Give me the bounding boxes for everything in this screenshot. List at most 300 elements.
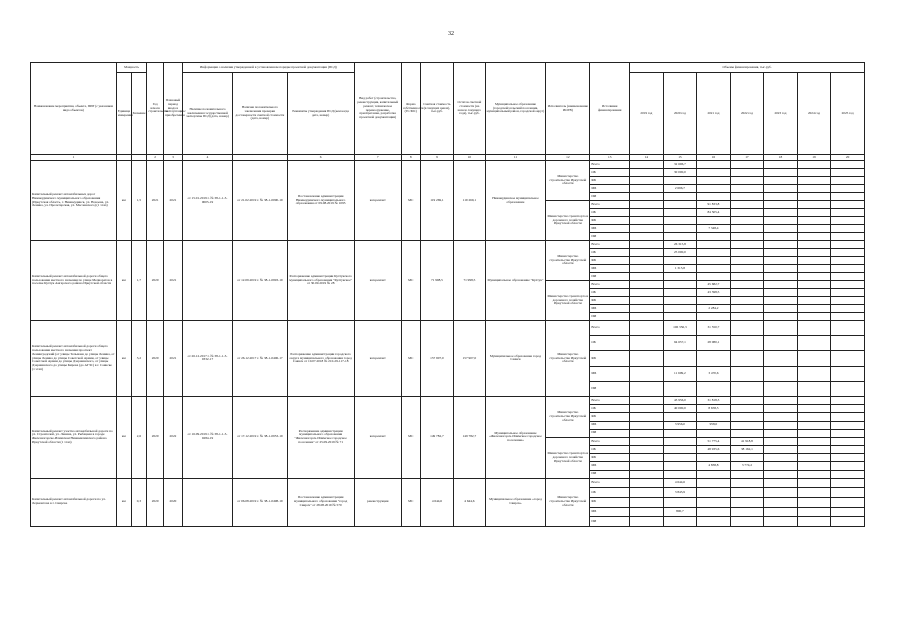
end-year: 2020 <box>164 478 183 526</box>
funding-value <box>630 351 664 366</box>
funding-value <box>730 421 764 429</box>
funding-value <box>797 313 831 321</box>
capacity-unit: км <box>116 478 131 526</box>
funding-value <box>797 209 831 217</box>
funding-value <box>764 305 798 313</box>
funding-value <box>697 161 731 169</box>
funding-value <box>831 185 865 193</box>
capacity-unit: км <box>116 161 131 241</box>
funding-value <box>831 161 865 169</box>
capacity-unit: км <box>116 396 131 478</box>
funding-source: ОБ <box>590 249 630 257</box>
funding-value <box>797 297 831 305</box>
funding-value <box>663 313 697 321</box>
funding-value <box>663 201 697 209</box>
funding-source: МБ <box>590 225 630 233</box>
funding-value <box>797 321 831 336</box>
funding-value <box>831 241 865 249</box>
funding-value: 2 284,2 <box>697 305 731 313</box>
column-number: 7 <box>354 155 401 161</box>
funding-value <box>831 429 865 437</box>
start-year: 2021 <box>147 161 164 241</box>
funding-value <box>831 351 865 366</box>
funding-source: Всего <box>590 321 630 336</box>
funding-value <box>831 437 865 445</box>
funding-value: 800,7 <box>663 507 697 517</box>
funding-value <box>831 265 865 273</box>
funding-value: 1 315,8 <box>663 265 697 273</box>
funding-value <box>697 297 731 305</box>
funding-value <box>764 241 798 249</box>
column-number: 16 <box>697 155 731 161</box>
funding-value: 43 956,0 <box>663 396 697 404</box>
hdr-price-expertise: Наличие положительного заключения проверки достоверности сметной стоимости (дата, номер) <box>233 73 287 155</box>
table-row <box>31 161 865 169</box>
capacity-value: 1,7 <box>131 241 147 321</box>
funding-value: 8 658,3 <box>697 405 731 413</box>
funding-value: 106 356,3 <box>663 321 697 336</box>
funding-value: 2 696,7 <box>663 185 697 193</box>
funding-source: Всего <box>590 281 630 289</box>
funding-value <box>764 265 798 273</box>
end-year: 2022 <box>164 396 183 478</box>
funding-value <box>697 233 731 241</box>
funding-value <box>831 381 865 396</box>
funding-value <box>797 249 831 257</box>
hdr-year-2019: 2019 год <box>630 73 664 155</box>
funding-value <box>764 225 798 233</box>
funding-value <box>831 225 865 233</box>
funding-value <box>630 336 664 351</box>
funding-value: 3 774,2 <box>730 462 764 470</box>
funding-value <box>831 446 865 454</box>
funding-value <box>663 517 697 527</box>
funding-value <box>730 161 764 169</box>
funding-source: Всего <box>590 161 630 169</box>
funding-value <box>764 201 798 209</box>
funding-value <box>797 517 831 527</box>
ownership: МС <box>401 161 420 241</box>
ownership: МС <box>401 396 420 478</box>
hdr-end: Плановый период ввода в эксплуатацию/ приобретения <box>164 63 183 155</box>
funding-value <box>730 305 764 313</box>
funding-value <box>831 297 865 305</box>
hdr-year-2020: 2020 год <box>663 73 697 155</box>
object-name: Капитальный ремонт автомобильной дороги общего пользования местного значения по улице Мелиоратов в поселке Култук Ангарского района Иркутской области <box>31 241 117 321</box>
funding-value <box>630 177 664 185</box>
funding-value <box>730 517 764 527</box>
funding-value <box>764 429 798 437</box>
funding-value <box>730 470 764 478</box>
funding-value <box>797 217 831 225</box>
funding-value <box>764 396 798 404</box>
funding-value <box>831 289 865 297</box>
municipality: Муниципальное образование «Железногорск-Илимское городское поселение» <box>485 396 546 478</box>
funding-value <box>630 257 664 265</box>
funding-value <box>630 289 664 297</box>
funding-value <box>697 185 731 193</box>
funding-value <box>630 498 664 508</box>
psd-approval: Распоряжение администрации муниципального образования "Железногорск-Илимское городское поселение" от 25.09.2019 № 71 <box>287 396 354 478</box>
funding-value <box>797 201 831 209</box>
hdr-psd-expertise: Наличие положительного заключения государственной экспертизы ПСД (дата, номер) <box>182 73 232 155</box>
funding-value <box>831 305 865 313</box>
funding-value <box>730 169 764 177</box>
price-expertise: от 21.02.2019 г. № 38-1-0090-19 <box>233 161 287 241</box>
funding-value: 4 838,8 <box>697 462 731 470</box>
funding-value <box>764 185 798 193</box>
funding-table <box>30 62 865 527</box>
funding-value <box>730 217 764 225</box>
funding-value <box>831 273 865 281</box>
funding-value <box>630 366 664 381</box>
funding-value <box>630 396 664 404</box>
funding-source: Всего <box>590 396 630 404</box>
column-number: 9 <box>420 155 454 161</box>
funding-value <box>764 507 798 517</box>
column-number: 14 <box>630 155 664 161</box>
hdr-sources: Источники финансирования <box>590 63 630 155</box>
funding-value: 958,0 <box>697 421 731 429</box>
funding-value <box>797 257 831 265</box>
funding-value: 3 843,9 <box>663 488 697 498</box>
funding-value <box>630 305 664 313</box>
funding-value: 84 505,4 <box>697 209 731 217</box>
hdr-remainder: Остаток сметной стоимости (на начало текущего года), тыс.руб. <box>454 63 485 155</box>
psd-approval: Постановление администрации муниципального образования "город Свирск" от 28.08.2019 № 570 <box>287 478 354 526</box>
funding-value: 31 550,7 <box>697 321 731 336</box>
remainder-cost: 119 269,1 <box>454 161 485 241</box>
funding-source: ФБ <box>590 177 630 185</box>
funding-value <box>797 437 831 445</box>
funding-value <box>697 413 731 421</box>
psd-approval: Постановление администрации Нижнеудинского муниципального образования от 09.08.2019 № 1095 <box>287 161 354 241</box>
estimate-cost: 119 269,1 <box>420 161 454 241</box>
estimate-cost: 149 782,7 <box>420 396 454 478</box>
page-number: 32 <box>448 31 454 37</box>
funding-value <box>730 507 764 517</box>
funding-value <box>630 169 664 177</box>
funding-value <box>663 446 697 454</box>
funding-value: 28 080,1 <box>697 336 731 351</box>
funding-value <box>630 405 664 413</box>
funding-value <box>797 305 831 313</box>
work-type: кап.ремонт <box>354 321 401 397</box>
funding-source: ИИ <box>590 233 630 241</box>
remainder-cost: 71 998,5 <box>454 241 485 321</box>
funding-source: ФБ <box>590 498 630 508</box>
funding-value <box>831 169 865 177</box>
funding-value <box>764 217 798 225</box>
funding-value <box>764 233 798 241</box>
object-name: Капитальный ремонт участка автомобильной дороги по ул. Строителей, ул. Ленина, ул. Рыбацкая в городе Железногорске-Илимском Нижнеилимского района Иркутской области (1 этап) <box>31 396 117 478</box>
funding-value <box>831 366 865 381</box>
funding-source: ФБ <box>590 351 630 366</box>
funding-value: 25 000,0 <box>663 249 697 257</box>
funding-value <box>730 265 764 273</box>
funding-value <box>697 454 731 462</box>
funding-value <box>730 366 764 381</box>
funding-value <box>663 257 697 265</box>
funding-value <box>797 169 831 177</box>
funding-value <box>730 321 764 336</box>
hdr-start: Год начала строительства <box>147 63 164 155</box>
table-row <box>31 396 865 404</box>
funding-value <box>630 161 664 169</box>
funding-value <box>730 193 764 201</box>
remainder-cost: 157 907,0 <box>454 321 485 397</box>
table-row <box>31 241 865 249</box>
work-type: кап.ремонт <box>354 161 401 241</box>
funding-value <box>630 273 664 281</box>
psd-expertise <box>182 478 232 526</box>
funding-value <box>831 193 865 201</box>
funding-value <box>764 421 798 429</box>
funding-value <box>730 273 764 281</box>
column-number: 13 <box>590 155 630 161</box>
funding-value <box>663 305 697 313</box>
capacity-value: 0,3 <box>131 478 147 526</box>
funding-source: ФБ <box>590 217 630 225</box>
funding-value <box>630 507 664 517</box>
funding-value <box>764 488 798 498</box>
funding-value <box>831 313 865 321</box>
remainder-cost: 149 782,7 <box>454 396 485 478</box>
funding-value <box>831 201 865 209</box>
funding-value <box>831 249 865 257</box>
funding-value <box>764 413 798 421</box>
funding-value <box>663 217 697 225</box>
funding-value <box>630 209 664 217</box>
funding-source: ФБ <box>590 257 630 265</box>
funding-value: 40 000,0 <box>663 405 697 413</box>
funding-value: 11 699,2 <box>663 366 697 381</box>
funding-value <box>831 405 865 413</box>
funding-value <box>697 478 731 488</box>
funding-value <box>697 217 731 225</box>
funding-value <box>630 437 664 445</box>
funding-value <box>697 498 731 508</box>
funding-source: ИИ <box>590 470 630 478</box>
funding-value <box>663 225 697 233</box>
funding-value <box>831 217 865 225</box>
executor: Министерство строительства Иркутской области <box>546 396 590 437</box>
hdr-unit: Единица измерения <box>116 73 131 155</box>
funding-value <box>730 289 764 297</box>
funding-value <box>797 177 831 185</box>
funding-value <box>663 470 697 478</box>
funding-value <box>831 462 865 470</box>
column-number: 18 <box>764 155 798 161</box>
funding-value: 91 833,8 <box>697 201 731 209</box>
funding-value: 94 657,1 <box>663 336 697 351</box>
funding-value <box>630 225 664 233</box>
funding-value: 45 682,7 <box>697 281 731 289</box>
funding-value <box>730 241 764 249</box>
funding-value <box>630 454 664 462</box>
funding-value <box>797 421 831 429</box>
funding-source: ИИ <box>590 429 630 437</box>
estimate-cost: 71 998,5 <box>420 241 454 321</box>
capacity-value: 1,5 <box>131 161 147 241</box>
funding-source: ОБ <box>590 446 630 454</box>
funding-value <box>831 517 865 527</box>
hdr-municipality: Муниципальное образование (городской/сельский поселения, муниципальный район, городской округ) <box>485 63 546 155</box>
hdr-capacity: Мощность <box>116 63 146 73</box>
funding-value <box>663 273 697 281</box>
funding-value <box>630 193 664 201</box>
hdr-ownership: Форма собственности (ГС/МС) <box>401 63 420 155</box>
funding-value <box>764 249 798 257</box>
funding-value <box>697 517 731 527</box>
funding-value <box>831 209 865 217</box>
end-year: 2021 <box>164 161 183 241</box>
funding-value <box>797 413 831 421</box>
municipality: Муниципальное образование "Култук" <box>485 241 546 321</box>
column-number: 2 <box>147 155 164 161</box>
funding-value <box>764 470 798 478</box>
funding-value <box>764 273 798 281</box>
funding-source: ИИ <box>590 193 630 201</box>
municipality: Нижнеудинское муниципальное образование <box>485 161 546 241</box>
work-type: кап.ремонт <box>354 241 401 321</box>
psd-expertise: от 26.12.2017 г. № 38-1-1-3-0332-17 <box>182 321 232 397</box>
funding-source: МБ <box>590 185 630 193</box>
funding-value <box>764 313 798 321</box>
funding-value <box>831 177 865 185</box>
funding-value <box>764 498 798 508</box>
funding-value <box>730 413 764 421</box>
executor: Министерство транспорта и дорожного хозяйства Иркутской области <box>546 281 590 321</box>
funding-value <box>630 517 664 527</box>
funding-source: ОБ <box>590 405 630 413</box>
funding-value <box>663 437 697 445</box>
executor: Министерство строительства Иркутской области <box>546 161 590 201</box>
funding-value <box>630 233 664 241</box>
funding-value <box>697 507 731 517</box>
funding-value <box>764 351 798 366</box>
start-year: 2020 <box>147 396 164 478</box>
funding-value <box>797 289 831 297</box>
funding-value <box>730 488 764 498</box>
funding-value <box>730 313 764 321</box>
funding-value <box>630 249 664 257</box>
funding-value <box>730 257 764 265</box>
column-number: 1 <box>31 155 117 161</box>
funding-value <box>630 488 664 498</box>
funding-value <box>831 498 865 508</box>
psd-approval: Распоряжение администрации городского округа муниципального образования город Саянск от 10.07.2018 № 210-29-117-18 <box>287 321 354 397</box>
funding-value <box>764 478 798 488</box>
capacity-value: 3,2 <box>131 321 147 397</box>
funding-value <box>764 289 798 297</box>
funding-value <box>697 429 731 437</box>
funding-value: 4 644,6 <box>663 478 697 488</box>
funding-source: ИИ <box>590 313 630 321</box>
funding-value <box>797 454 831 462</box>
object-name: Капитальный ремонт автомобильных дорог Нижнеудинского муниципального образования (Иркутская область, г. Нижнеудинск, ул. Новоена, ул. Ленина, ул. Пролетарская, ул. Масленского) (1 этап) <box>31 161 117 241</box>
start-year: 2020 <box>147 478 164 526</box>
funding-value <box>630 201 664 209</box>
start-year: 2020 <box>147 321 164 397</box>
funding-value <box>764 209 798 217</box>
funding-value: 30 000,0 <box>663 169 697 177</box>
psd-expertise: от 15.01.2019 г. № 38-1-1-3-0005-19 <box>182 161 232 241</box>
funding-value <box>764 437 798 445</box>
remainder-cost: 4 644,6 <box>454 478 485 526</box>
funding-value <box>764 193 798 201</box>
hdr-value: Значение <box>131 73 147 155</box>
funding-value <box>764 297 798 305</box>
funding-value <box>730 396 764 404</box>
funding-value <box>797 336 831 351</box>
funding-value <box>730 336 764 351</box>
funding-value: 51 775,4 <box>697 437 731 445</box>
funding-value <box>630 313 664 321</box>
funding-value: 43 398,5 <box>697 289 731 297</box>
funding-source: ИИ <box>590 273 630 281</box>
funding-value <box>663 289 697 297</box>
hdr-name: Наименование мероприятия, объекта, ПИР (с указанием вида объектов) <box>31 63 117 155</box>
funding-value <box>764 446 798 454</box>
funding-value <box>697 313 731 321</box>
hdr-year-2021: 2021 год <box>697 73 731 155</box>
funding-value <box>797 429 831 437</box>
funding-value <box>764 517 798 527</box>
funding-value <box>831 454 865 462</box>
funding-value <box>663 454 697 462</box>
end-year: 2021 <box>164 241 183 321</box>
funding-value <box>630 217 664 225</box>
funding-source: ОБ <box>590 289 630 297</box>
funding-value <box>730 201 764 209</box>
funding-source: МБ <box>590 366 630 381</box>
funding-source: МБ <box>590 265 630 273</box>
funding-value: 32 696,7 <box>663 161 697 169</box>
funding-value <box>697 381 731 396</box>
column-number: 10 <box>454 155 485 161</box>
funding-value <box>630 265 664 273</box>
funding-value <box>797 405 831 413</box>
funding-value <box>831 321 865 336</box>
funding-value <box>730 233 764 241</box>
funding-value <box>697 351 731 366</box>
funding-source: ИИ <box>590 517 630 527</box>
funding-value <box>730 209 764 217</box>
funding-value <box>730 454 764 462</box>
funding-value <box>797 446 831 454</box>
funding-value <box>697 169 731 177</box>
funding-value <box>764 281 798 289</box>
hdr-approval: Реквизиты утверждения ПСД (кем когда дата, номер) <box>287 73 354 155</box>
funding-source: МБ <box>590 507 630 517</box>
funding-value <box>697 273 731 281</box>
funding-source: Всего <box>590 201 630 209</box>
funding-value <box>764 405 798 413</box>
funding-value <box>730 498 764 508</box>
funding-source: ФБ <box>590 454 630 462</box>
table-row <box>31 478 865 488</box>
funding-value: 3 470,6 <box>697 366 731 381</box>
funding-value <box>663 429 697 437</box>
funding-value <box>797 241 831 249</box>
funding-value <box>663 413 697 421</box>
capacity-unit: км <box>116 321 131 397</box>
funding-value <box>697 249 731 257</box>
column-number: 11 <box>485 155 546 161</box>
hdr-work-type: Вид работ (строительство, реконструкция, капитальный ремонт, техническое перевооружение, приобретение, разработка проектной документации) <box>354 63 401 155</box>
column-number: 17 <box>730 155 764 161</box>
